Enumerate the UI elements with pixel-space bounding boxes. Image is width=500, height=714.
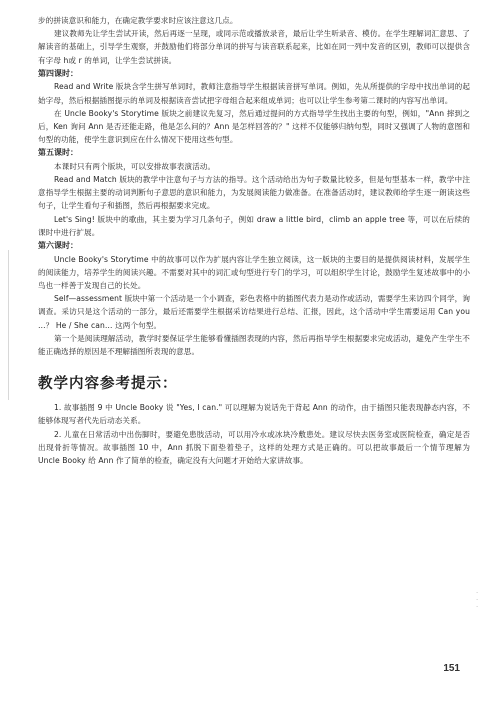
- page-number: 151: [443, 663, 460, 674]
- margin-line: [8, 250, 9, 400]
- lesson-heading: 第五课时：: [38, 148, 78, 158]
- paragraph: Read and Match 版块的教学中注意句子与方法的指导。这个活动给出为句子数量比较多，但是句型基本一样，教学中注意指导学生根据主要的动词判断句子意思的意识和能力，为发展阅读能力做准备。在准备活动时，建议教师给学生逐一朗读这些句子，让学生看句子和插图，然后再根据要求完成。: [38, 175, 470, 211]
- paragraph: 本课时只有两个版块，可以安排故事表演活动。: [54, 161, 216, 171]
- paragraph: Self—assessment 版块中第一个活动是一个小调查，彩色表格中的插图代表力是动作或活动，需要学生来访四个同学，询调查。采访只是这个活动的一部分，最后还需要学生根据采访结果进行总结、汇报，因此，这个活动中学生需要运用 Can you …？ He / She can… 这两个句型。: [38, 294, 470, 330]
- paragraph: 建议教师先让学生尝试开读，然后再逐一呈现，或同示范或播放录音，最后让学生听录音、模仿。在学生理解词汇意思、了解读音的基础上，引导学生观察，并鼓励他们将部分单词的拼写与读音联系起来，比如在同一列中发音的区别，教师可以提供含有字母 h或 r 的单词，让学生尝试拼读。: [38, 29, 470, 65]
- lesson-heading: 第四课时：: [38, 68, 78, 78]
- paragraph: Let's Sing! 版块中的歌曲，其主要为学习几条句子，例如 draw a little bird，climb an apple tree 等，可以在后续的课时中进行扩展。: [38, 214, 470, 237]
- lesson-heading: 第六课时：: [38, 241, 78, 251]
- paragraph: 步的拼读意识和能力，在确定教学要求时应该注意这几点。: [38, 16, 238, 25]
- margin-marks: · · ·: [476, 590, 478, 611]
- paragraph: 在 Uncle Booky's Storytime 版块之前建议先复习，然后通过提问的方式指导学生找出主要的句型，例如，"Ann 摔到之后，Ken 询问 Ann 是否还能走路，他是怎么问的？Ann 是怎样回答的？" 这样不仅能够归纳句型，同时又强调了人物的意图和句型的功能，使学生意识到应在什么情况下使用这些句型。: [38, 108, 470, 145]
- paragraph: Read and Write 版块含学生拼写单词时，教师注意指导学生根据读音拼写单词。例如，先从所提供的字母中找出单词的起始字母，然后根据插图提示的单词及根据读音尝试把字母组合起来组成单词；也可以让学生参考第二课时的内容写出单词。: [38, 82, 470, 105]
- paragraph: 第一个是阅读理解活动，教学时要保证学生能够看懂插图表现的内容，然后再指导学生根据要求完成活动，避免产生学生不能正确选择的原因是不理解插图所表现的意思。: [38, 333, 470, 356]
- paragraph: Uncle Booky's Storytime 中的故事可以作为扩展内容让学生独立阅读，这一版块的主要目的是提供阅读材料，发展学生的阅读能力，培养学生的阅读兴趣。不需要对其中的词汇或句型进行专门的学习，可以组织学生讨论，鼓励学生复述故事中的小鸟也一样善于发现自己的长处。: [38, 254, 470, 290]
- tip-item: 2. 儿童在日常活动中出伤脚时，要避免患肢活动，可以用冷水或冰块冷敷患处。建议尽快去医务室或医院检查，确定是否出现骨折等情况。故事插图 10 中，Ann 抓脱下面垫着垫子，这样的处理方式是正确的。可以把故事最后一个情节理解为 Uncle Booky 给 Ann 作了简单的检查，确定没有大问题才开始给大家讲故事。: [38, 429, 470, 465]
- section-title: 教学内容参考提示：: [38, 376, 178, 393]
- tip-item: 1. 故事插图 9 中 Uncle Booky 说 "Yes, I can." 可以理解为说话先于背起 Ann 的动作，由于插图只能表现静态内容，不能够体现写者代先后动态关系。: [38, 403, 470, 426]
